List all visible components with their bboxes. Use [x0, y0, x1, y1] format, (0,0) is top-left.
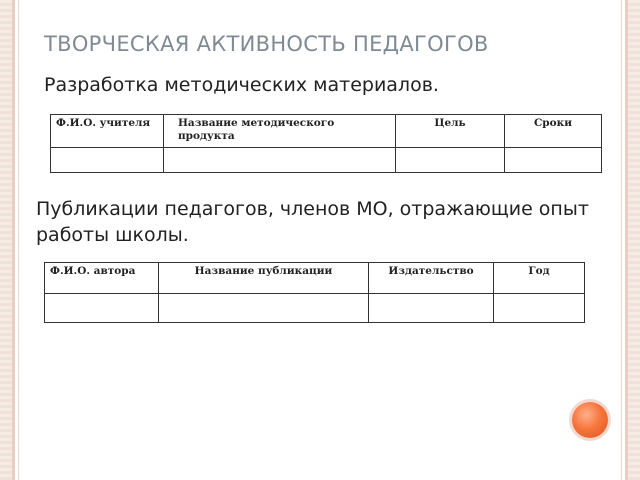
table-cell[interactable] — [164, 148, 396, 173]
table-cell[interactable] — [369, 294, 494, 323]
right-decorative-thin-line — [621, 0, 622, 480]
section-heading-materials: Разработка методических материалов. — [44, 74, 439, 96]
header-teacher-name: Ф.И.О. учителя — [51, 115, 164, 148]
table-cell[interactable] — [396, 148, 505, 173]
right-decorative-stripe — [628, 0, 640, 480]
left-decorative-line — [12, 0, 15, 480]
header-product-name: Название методического продукта — [164, 115, 396, 148]
methodical-materials-table — [50, 114, 602, 173]
header-year: Год — [494, 263, 585, 294]
table-row — [45, 294, 585, 323]
table-cell[interactable] — [45, 294, 159, 323]
header-deadlines: Сроки — [505, 115, 602, 148]
left-decorative-thin-line — [18, 0, 19, 480]
table-cell[interactable] — [159, 294, 369, 323]
header-author-name: Ф.И.О. автора — [45, 263, 159, 294]
section-heading-publications: Публикации педагогов, членов МО, отражающие опыт работы школы. — [36, 198, 589, 246]
left-decorative-stripe — [0, 0, 12, 480]
table-cell[interactable] — [494, 294, 585, 323]
table-header-row — [45, 263, 585, 294]
table-header-row — [51, 115, 602, 148]
header-publication-name: Название публикации — [159, 263, 369, 294]
orange-circle-icon — [572, 402, 608, 438]
header-publisher: Издательство — [369, 263, 494, 294]
publications-table — [44, 262, 585, 323]
slide-title: ТВОРЧЕСКАЯ АКТИВНОСТЬ ПЕДАГОГОВ — [44, 32, 489, 56]
header-goal: Цель — [396, 115, 505, 148]
table-cell[interactable] — [51, 148, 164, 173]
table-cell[interactable] — [505, 148, 602, 173]
right-decorative-line — [625, 0, 628, 480]
table-row — [51, 148, 602, 173]
